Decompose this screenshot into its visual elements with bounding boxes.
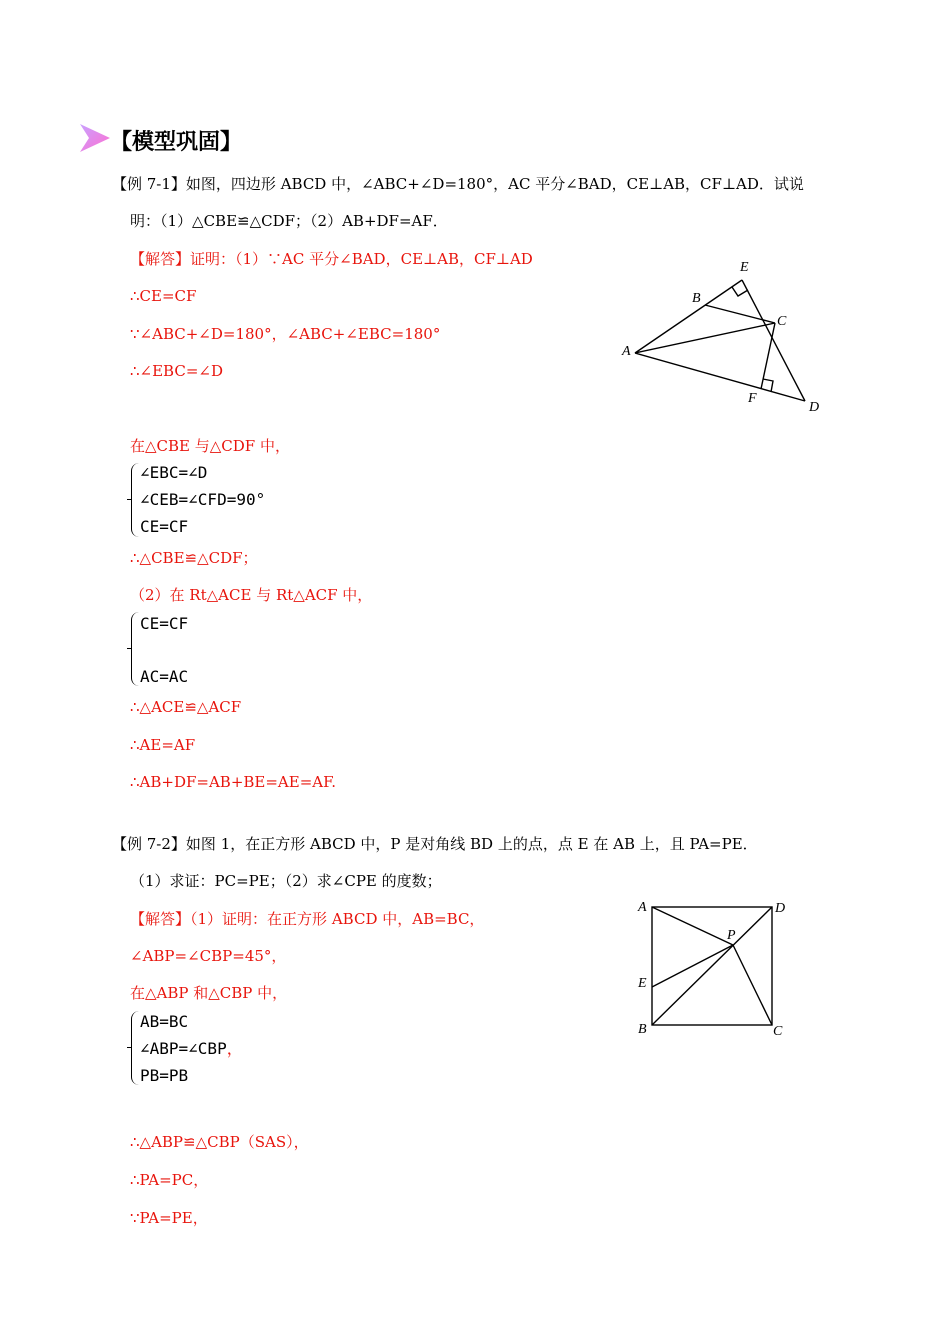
label-F: F [748, 391, 757, 406]
label-B: B [638, 1022, 647, 1037]
figure-square [632, 895, 792, 1045]
ex2-step: ∠ABP=∠CBP=45°， [130, 947, 287, 965]
ex1-step: ∴∠EBC=∠D [130, 362, 224, 380]
ex2-problem-line2: （1）求证：PC=PE；（2）求∠CPE 的度数； [130, 872, 442, 890]
system-line: CE=CF [140, 614, 189, 633]
ex1-step: ∴CE=CF [130, 287, 197, 305]
ex1-step: ∴△ACE≌△ACF [130, 698, 242, 716]
label-E: E [740, 260, 749, 275]
label-D: D [775, 901, 786, 916]
ex2-step: ∴PA=PC， [130, 1171, 209, 1189]
arrow-bullet-icon [78, 122, 112, 154]
ex1-step: 在△CBE 与△CDF 中， [130, 437, 290, 455]
system-line: AB=BC [140, 1012, 189, 1031]
ex2-step: ∴△ABP≌△CBP（SAS）， [130, 1133, 309, 1151]
ex1-problem-line2: 明：（1）△CBE≌△CDF；（2）AB+DF=AF． [130, 212, 448, 230]
ex2-step: 在△ABP 和△CBP 中， [130, 984, 288, 1002]
system-brace [131, 612, 140, 686]
label-A: A [638, 900, 647, 915]
ex1-step: （2）在 Rt△ACE 与 Rt△ACF 中， [130, 586, 373, 604]
figure-quadrilateral [615, 255, 830, 420]
system-line: CE=CF [140, 517, 189, 536]
label-A: A [622, 344, 631, 359]
ex1-problem-line1: 【例 7-1】如图，四边形 ABCD 中，∠ABC+∠D=180°，AC 平分∠BAD，CE⊥AB，CF⊥AD．试说 [112, 175, 804, 193]
section-title: 【模型巩固】 [110, 130, 243, 155]
ex1-step: ∴△CBE≌△CDF； [130, 549, 258, 567]
system-line: ∠CEB=∠CFD=90° [140, 490, 266, 509]
system-line: ∠ABP=∠CBP， [140, 1039, 243, 1058]
label-D: D [809, 400, 820, 415]
ex2-step: ∵PA=PE， [130, 1209, 208, 1227]
label-B: B [692, 291, 701, 306]
system-line: ∠EBC=∠D [140, 463, 208, 482]
system-line: AC=AC [140, 667, 189, 686]
system-brace [131, 1011, 140, 1085]
ex1-solution-line1: 【解答】证明：（1）∵AC 平分∠BAD，CE⊥AB，CF⊥AD [130, 250, 533, 268]
label-E: E [638, 976, 647, 991]
system-brace [131, 463, 140, 537]
ex2-solution-line1: 【解答】（1）证明：在正方形 ABCD 中，AB=BC， [130, 910, 485, 928]
system-line: PB=PB [140, 1066, 189, 1085]
ex1-step: ∴AE=AF [130, 736, 196, 754]
ex2-problem-line1: 【例 7-2】如图 1，在正方形 ABCD 中，P 是对角线 BD 上的点，点 E 在 AB 上，且 PA=PE． [112, 835, 758, 853]
ex1-step: ∴AB+DF=AB+BE=AE=AF. [130, 773, 336, 791]
label-C: C [777, 314, 787, 329]
solution-label: 【解答】 [130, 910, 191, 928]
label-P: P [727, 928, 736, 943]
label-C: C [773, 1024, 783, 1039]
ex1-step: ∵∠ABC+∠D=180°，∠ABC+∠EBC=180° [130, 325, 441, 343]
solution-label: 【解答】 [130, 250, 191, 268]
